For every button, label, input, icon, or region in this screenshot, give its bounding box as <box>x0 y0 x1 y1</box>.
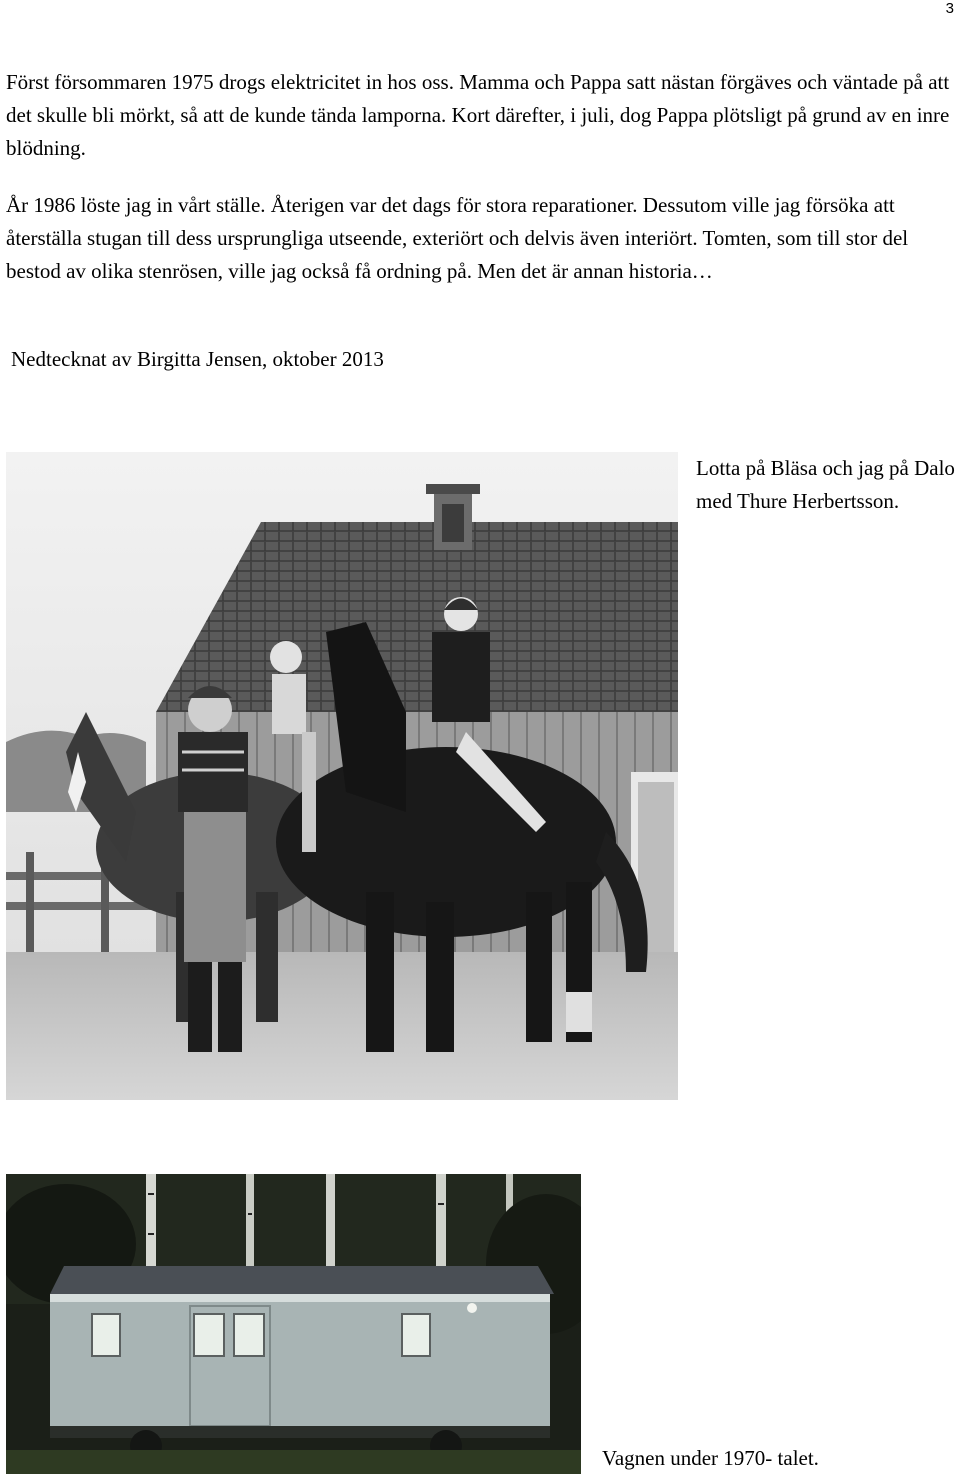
photo-wagon-caption: Vagnen under 1970- talet. <box>602 1446 819 1470</box>
photo-wagon-1970s <box>6 1174 581 1474</box>
author-signature-line: Nedtecknat av Birgitta Jensen, oktober 2013 <box>11 347 384 371</box>
page-number: 3 <box>945 0 954 17</box>
photo-horses-caption: Lotta på Bläsa och jag på Dalo med Thure Herbertsson. <box>696 456 955 513</box>
paragraph-electricity: Först försommaren 1975 drogs elektricitet in hos oss. Mamma och Pappa satt nästan förgäves och väntade på att det skulle bli mörkt, så att de kunde tända lamporna. Kort därefter, i juli, dog Pappa plötsligt på grund av en inre blödning. <box>6 70 950 160</box>
photo-horses-black-white <box>6 452 678 1100</box>
paragraph-renovation: År 1986 löste jag in vårt ställe. Återigen var det dags för stora reparationer. Dessutom ville jag försöka att återställa stugan till dess ursprungliga utseende, exteriört och delvis även interiört. Tomten, som till stor del bestod av olika stenrösen, ville jag också få ordning på. Men det är annan historia… <box>6 193 909 283</box>
